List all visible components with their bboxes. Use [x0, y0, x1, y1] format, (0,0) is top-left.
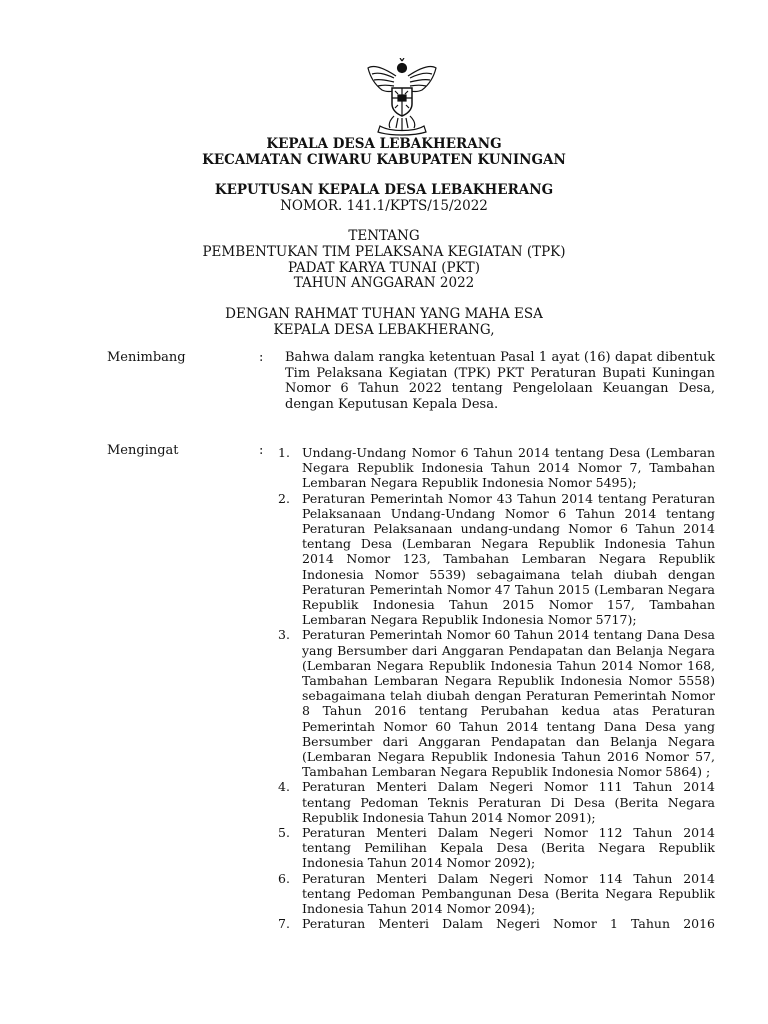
- menimbang-label: Menimbang: [107, 350, 186, 365]
- menimbang-text: Bahwa dalam rangka ketentuan Pasal 1 ayat (16) dapat dibentuk Tim Pelaksana Kegiatan (TPK) PKT Peraturan Bupati Kuningan Nomor 6 Tahun 2022 tentang Pengelolaan Keuangan Desa, dengan Keputusan Kepala Desa.: [285, 350, 715, 412]
- mengingat-label: Mengingat: [107, 443, 179, 458]
- header-district: KECAMATAN CIWARU KABUPATEN KUNINGAN: [202, 152, 566, 168]
- mengingat-colon: :: [259, 443, 264, 458]
- decree-title: KEPUTUSAN KEPALA DESA LEBAKHERANG: [214, 182, 554, 198]
- list-item: [278, 916, 715, 931]
- list-item-text: Peraturan Menteri Dalam Negeri Nomor 114 Tahun 2014 tentang Pedoman Pembangunan Desa (Berita Negara Republik Indonesia Tahun 2014 Nomor 2094);: [302, 870, 715, 917]
- decree-number: NOMOR. 141.1/KPTS/15/2022: [280, 198, 488, 214]
- list-item: [278, 871, 715, 917]
- list-item: [278, 445, 715, 491]
- invocation-line-1: DENGAN RAHMAT TUHAN YANG MAHA ESA: [225, 306, 543, 322]
- invocation-line-2: KEPALA DESA LEBAKHERANG,: [273, 322, 495, 338]
- list-item-text: Peraturan Pemerintah Nomor 60 Tahun 2014 tentang Dana Desa yang Bersumber dari Anggaran Pendapatan dan Belanja Negara (Lembaran Negara Republik Indonesia Tahun 2014 Nomor 168, Tambahan Lembaran Negara Republik Indonesia Nomor 5558) sebagaimana telah diubah dengan Peraturan Pemerintah Nomor 8 Tahun 2016 tentang Perubahan kedua atas Peraturan Pemerintah Nomor 60 Tahun 2014 tentang Dana Desa yang Bersumber dari Anggaran Pendapatan dan Belanja Negara (Lembaran Negara Republik Indonesia Tahun 2016 Nomor 57, Tambahan Lembaran Negara Republik Indonesia Nomor 5864) ;: [302, 627, 715, 780]
- list-item-number: 6.: [278, 870, 290, 886]
- list-item: [278, 779, 715, 825]
- list-item: [278, 627, 715, 779]
- list-item-text: Peraturan Menteri Dalam Negeri Nomor 1 Tahun 2016: [302, 916, 715, 932]
- subject-line-1: PEMBENTUKAN TIM PELAKSANA KEGIATAN (TPK): [202, 244, 566, 260]
- list-item: [278, 491, 715, 628]
- subject-line-3: TAHUN ANGGARAN 2022: [293, 275, 475, 291]
- list-item: [278, 825, 715, 871]
- subject-line-2: PADAT KARYA TUNAI (PKT): [288, 260, 480, 276]
- list-item-number: 5.: [278, 825, 290, 841]
- list-item-number: 4.: [278, 779, 290, 795]
- garuda-emblem-icon: [364, 58, 440, 136]
- list-item-number: 3.: [278, 627, 290, 643]
- list-item-number: 7.: [278, 916, 290, 932]
- list-item-text: Undang-Undang Nomor 6 Tahun 2014 tentang Desa (Lembaran Negara Republik Indonesia Tahun 2014 Nomor 7, Tambahan Lembaran Negara Republik Indonesia Nomor 5495);: [302, 445, 715, 491]
- list-item-text: Peraturan Menteri Dalam Negeri Nomor 111 Tahun 2014 tentang Pedoman Teknis Peraturan Di Desa (Berita Negara Republik Indonesia Tahun 2014 Nomor 2091);: [302, 779, 715, 825]
- list-item-text: Peraturan Pemerintah Nomor 43 Tahun 2014 tentang Peraturan Pelaksanaan Undang-Undang Nomor 6 Tahun 2014 tentang Peraturan Pelaksanaan undang-undang Nomor 6 Tahun 2014 tentang Desa (Lembaran Negara Republik Indonesia Tahun 2014 Nomor 123, Tambahan Lembaran Negara Republik Indonesia Nomor 5539) sebagaimana telah diubah dengan Peraturan Pemerintah Nomor 47 Tahun 2015 (Lembaran Negara Republik Indonesia Tahun 2015 Nomor 157, Tambahan Lembaran Negara Republik Indonesia Nomor 5717);: [302, 490, 715, 628]
- list-item-number: 1.: [278, 445, 290, 460]
- list-item-text: Peraturan Menteri Dalam Negeri Nomor 112 Tahun 2014 tentang Pemilihan Kepala Desa (Berita Negara Republik Indonesia Tahun 2014 Nomor 2092);: [302, 825, 715, 871]
- list-item-number: 2.: [278, 490, 290, 506]
- mengingat-list: [278, 445, 715, 932]
- header-village-head: KEPALA DESA LEBAKHERANG: [266, 136, 502, 152]
- menimbang-colon: :: [259, 350, 264, 365]
- about-heading: TENTANG: [348, 228, 420, 244]
